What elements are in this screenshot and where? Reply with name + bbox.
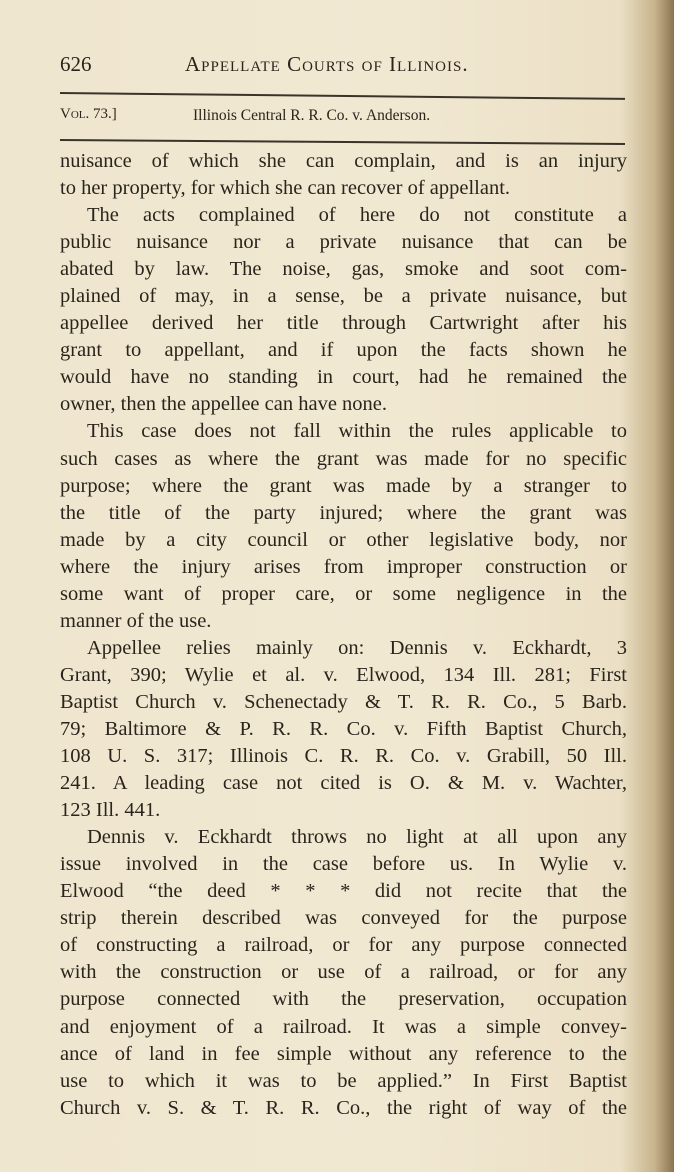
text-line: to her property, for which she can recover of appellant. — [60, 177, 511, 200]
text-line: grant to appellant, and if upon the facts shown he — [60, 339, 627, 362]
header-rule-top — [60, 92, 625, 100]
page-number: 626 — [60, 52, 92, 76]
text-line: Elwood “the deed * * * did not recite that the — [60, 880, 627, 903]
text-line: made by a city council or other legislative body, nor — [60, 528, 627, 551]
text-line: purpose; where the grant was made by a stranger to — [60, 474, 627, 497]
text-line: such cases as where the grant was made for no specific — [60, 447, 627, 470]
text-line: Baptist Church v. Schenectady & T. R. R. Co., 5 Barb. — [60, 690, 627, 713]
text-line: the title of the party injured; where the grant was — [60, 501, 627, 524]
paragraph — [60, 635, 627, 824]
text-line: Appellee relies mainly on: Dennis v. Eckhardt, 3 — [87, 636, 627, 659]
text-line: Dennis v. Eckhardt throws no light at all upon any — [87, 826, 627, 849]
text-line: would have no standing in court, had he remained the — [60, 366, 627, 389]
text-line: some want of proper care, or some negligence in the — [60, 582, 627, 605]
text-line: purpose connected with the preservation, occupation — [60, 988, 627, 1011]
text-line: use to which it was to be applied.” In First Baptist — [60, 1069, 627, 1092]
text-line: strip therein described was conveyed for the purpose — [60, 907, 627, 930]
text-line: plained of may, in a sense, be a private nuisance, but — [60, 285, 627, 308]
text-line: issue involved in the case before us. In Wylie v. — [60, 853, 627, 876]
text-line: appellee derived her title through Cartwright after his — [60, 312, 627, 335]
text-line: with the construction or use of a railroad, or for any — [60, 961, 627, 984]
paragraph — [60, 824, 627, 1122]
text-line: 241. A leading case not cited is O. & M. v. Wachter, — [60, 772, 627, 795]
paragraph — [60, 418, 627, 634]
text-line: public nuisance nor a private nuisance that can be — [60, 231, 627, 254]
header-rule-bottom — [60, 139, 625, 145]
text-line: and enjoyment of a railroad. It was a simple convey- — [60, 1015, 627, 1038]
volume-label: Vol. 73.] — [60, 106, 117, 122]
text-line: abated by law. The noise, gas, smoke and soot com- — [60, 258, 627, 281]
text-line: The acts complained of here do not constitute a — [87, 204, 627, 227]
text-line: of constructing a railroad, or for any purpose connected — [60, 934, 627, 957]
text-line: nuisance of which she can complain, and is an injury — [60, 150, 627, 172]
text-line: Church v. S. & T. R. R. Co., the right of way of the — [60, 1096, 627, 1119]
case-title: Illinois Central R. R. Co. v. Anderson. — [193, 107, 431, 124]
paragraph — [60, 202, 627, 418]
text-line: Grant, 390; Wylie et al. v. Elwood, 134 Ill. 281; First — [60, 663, 627, 686]
text-line: 123 Ill. 441. — [60, 799, 161, 822]
paragraph — [60, 148, 627, 202]
text-line: ance of land in fee simple without any reference to the — [60, 1042, 627, 1065]
text-line: 108 U. S. 317; Illinois C. R. R. Co. v. Grabill, 50 Ill. — [60, 745, 627, 768]
text-line: manner of the use. — [60, 609, 212, 632]
text-line: owner, then the appellee can have none. — [60, 393, 388, 416]
text-line: 79; Baltimore & P. R. R. Co. v. Fifth Baptist Church, — [60, 717, 627, 740]
running-title: Appellate Courts of Illinois. — [185, 52, 469, 76]
text-line: This case does not fall within the rules applicable to — [87, 420, 627, 443]
text-line: where the injury arises from improper construction or — [60, 555, 627, 578]
body-text — [60, 148, 627, 1122]
